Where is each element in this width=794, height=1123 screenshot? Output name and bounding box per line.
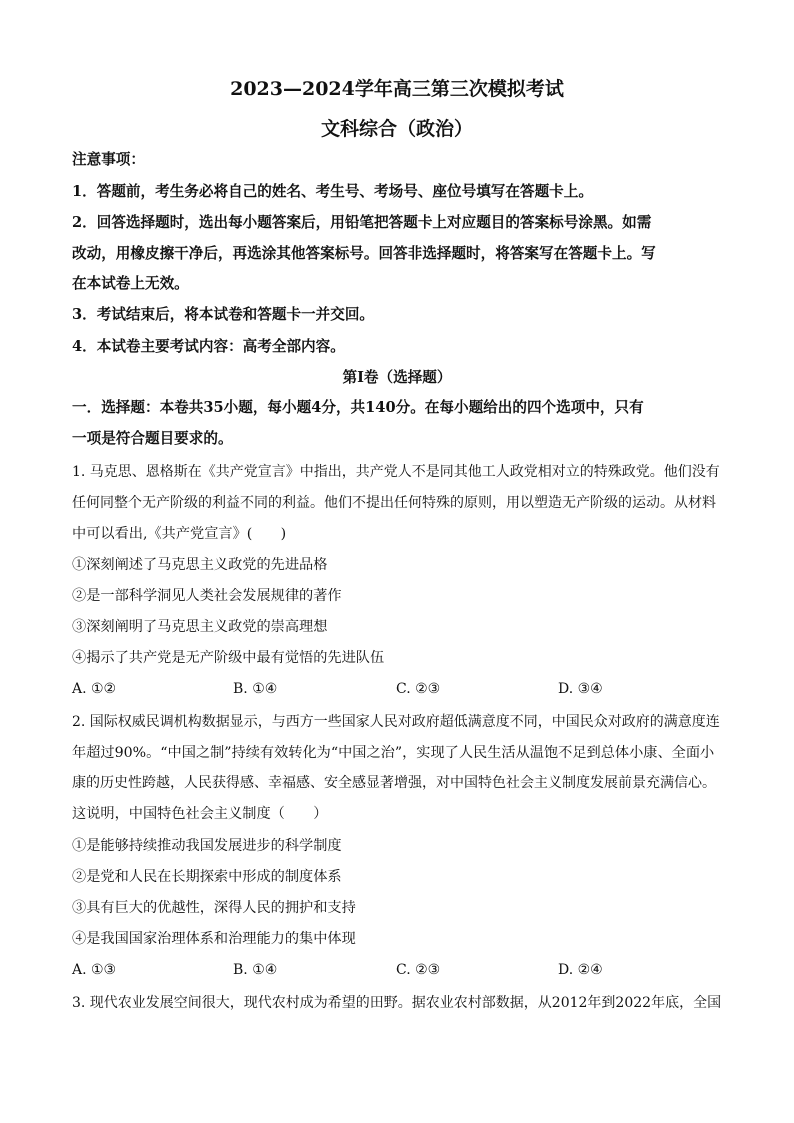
q1-statement-4: ④揭示了共产党是无产阶级中最有觉悟的先进队伍 xyxy=(72,650,385,666)
q2-stem-line-4: 这说明，中国特色社会主义制度（ ） xyxy=(72,806,328,822)
q1-option-a: A. ①② xyxy=(72,681,117,697)
notice-item-4: 4．本试卷主要考试内容：高考全部内容。 xyxy=(72,338,345,355)
q1-option-d: D. ③④ xyxy=(558,681,603,697)
exam-subtitle: 文科综合（政治） xyxy=(320,118,473,140)
q1-stem-line-1: 1. 马克思、恩格斯在《共产党宣言》中指出，共产党人不是同其他工人政党相对立的特殊政党。他们没有 xyxy=(72,464,720,480)
notice-item-1: 1．答题前，考生务必将自己的姓名、考生号、考场号、座位号填写在答题卡上。 xyxy=(72,183,593,200)
q2-statement-2: ②是党和人民在长期探索中形成的制度体系 xyxy=(72,869,342,885)
q2-option-a: A. ①③ xyxy=(72,962,117,978)
q2-stem-line-3: 康的历史性跨越，人民获得感、幸福感、安全感显著增强，对中国特色社会主义制度发展前景充满信心。 xyxy=(72,775,716,791)
q2-statement-3: ③具有巨大的优越性，深得人民的拥护和支持 xyxy=(72,900,356,916)
q2-statement-4: ④是我国国家治理体系和治理能力的集中体现 xyxy=(72,931,356,947)
q1-statement-3: ③深刻阐明了马克思主义政党的崇高理想 xyxy=(72,619,328,635)
q1-stem-line-3: 中可以看出,《共产党宣言》( ) xyxy=(72,526,287,542)
notice-item-2-line-3: 在本试卷上无效。 xyxy=(72,275,189,292)
q2-stem-line-1: 2. 国际权威民调机构数据显示，与西方一些国家人民对政府超低满意度不同，中国民众对政府的满意度连 xyxy=(72,714,720,730)
q1-option-b: B. ①④ xyxy=(233,681,278,697)
q1-statement-1: ①深刻阐述了马克思主义政党的先进品格 xyxy=(72,557,328,573)
notice-item-2-line-1: 2．回答选择题时，选出每小题答案后，用铅笔把答题卡上对应题目的答案标号涂黑。如需 xyxy=(72,214,652,231)
q2-option-b: B. ①④ xyxy=(233,962,278,978)
q2-option-d: D. ②④ xyxy=(558,962,603,978)
q1-statement-2: ②是一部科学洞见人类社会发展规律的著作 xyxy=(72,588,342,604)
notice-heading: 注意事项： xyxy=(72,151,145,168)
section-title: 第Ⅰ卷（选择题） xyxy=(342,369,452,386)
exam-title: 2023—2024学年高三第三次模拟考试 xyxy=(230,78,564,100)
q1-option-c: C. ②③ xyxy=(396,681,441,697)
q2-stem-line-2: 年超过90%。“中国之制”持续有效转化为“中国之治”，实现了人民生活从温饱不足到总体小康、全面小 xyxy=(72,745,715,761)
notice-item-2-line-2: 改动，用橡皮擦干净后，再选涂其他答案标号。回答非选择题时，将答案写在答题卡上。写 xyxy=(72,245,656,262)
notice-item-3: 3．考试结束后，将本试卷和答题卡一并交回。 xyxy=(72,306,375,323)
q3-stem-line-1: 3. 现代农业发展空间很大，现代农村成为希望的田野。据农业农村部数据，从2012年到2022年底，全国 xyxy=(72,995,722,1011)
section-intro-line-2: 一项是符合题目要求的。 xyxy=(72,430,233,447)
section-intro-line-1: 一．选择题：本卷共35小题，每小题4分，共140分。在每小题给出的四个选项中，只有 xyxy=(72,399,644,416)
q2-option-c: C. ②③ xyxy=(396,962,441,978)
q2-statement-1: ①是能够持续推动我国发展进步的科学制度 xyxy=(72,838,342,854)
q1-stem-line-2: 任何同整个无产阶级的利益不同的利益。他们不提出任何特殊的原则，用以塑造无产阶级的运动。从材料 xyxy=(72,495,716,511)
